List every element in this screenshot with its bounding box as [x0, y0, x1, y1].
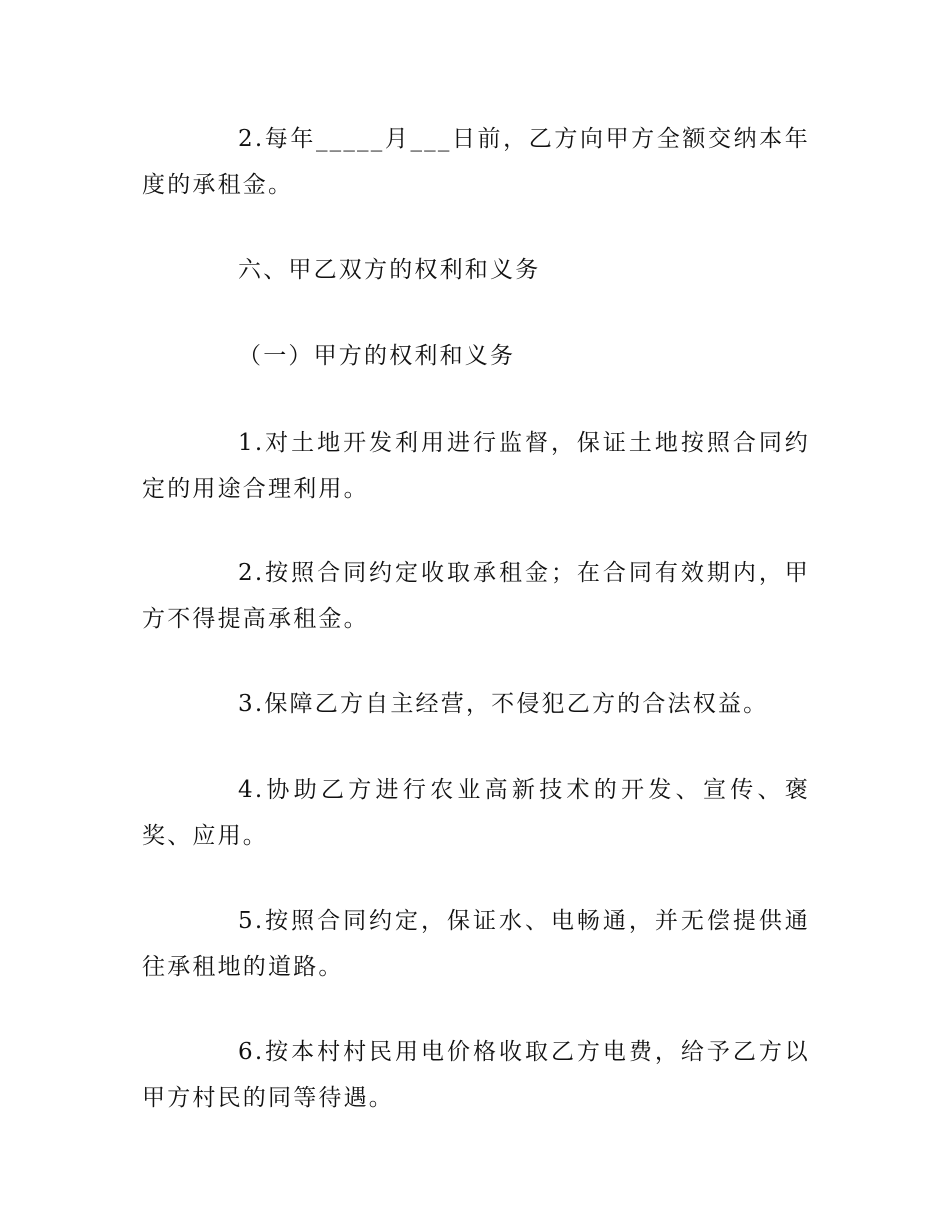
subsection-heading-party-a: （一）甲方的权利和义务	[238, 343, 516, 369]
paragraph-item-3: 3.保障乙方自主经营，不侵犯乙方的合法权益。	[238, 691, 769, 717]
paragraph-annual-payment: 2.每年_____月___日前，乙方向甲方全额交纳本年度的承租金。	[142, 126, 810, 198]
paragraph-item-1: 1.对土地开发利用进行监督，保证土地按照合同约定的用途合理利用。	[142, 430, 810, 502]
paragraph-item-6: 6.按本村村民用电价格收取乙方电费，给予乙方以甲方村民的同等待遇。	[142, 1039, 810, 1111]
paragraph-item-2: 2.按照合同约定收取承租金；在合同有效期内，甲方不得提高承租金。	[142, 560, 810, 632]
paragraph-item-5: 5.按照合同约定，保证水、电畅通，并无偿提供通往承租地的道路。	[142, 908, 810, 980]
paragraph-item-4: 4.协助乙方进行农业高新技术的开发、宣传、褒奖、应用。	[142, 777, 810, 849]
section-heading-rights-obligations: 六、甲乙双方的权利和义务	[238, 257, 541, 283]
